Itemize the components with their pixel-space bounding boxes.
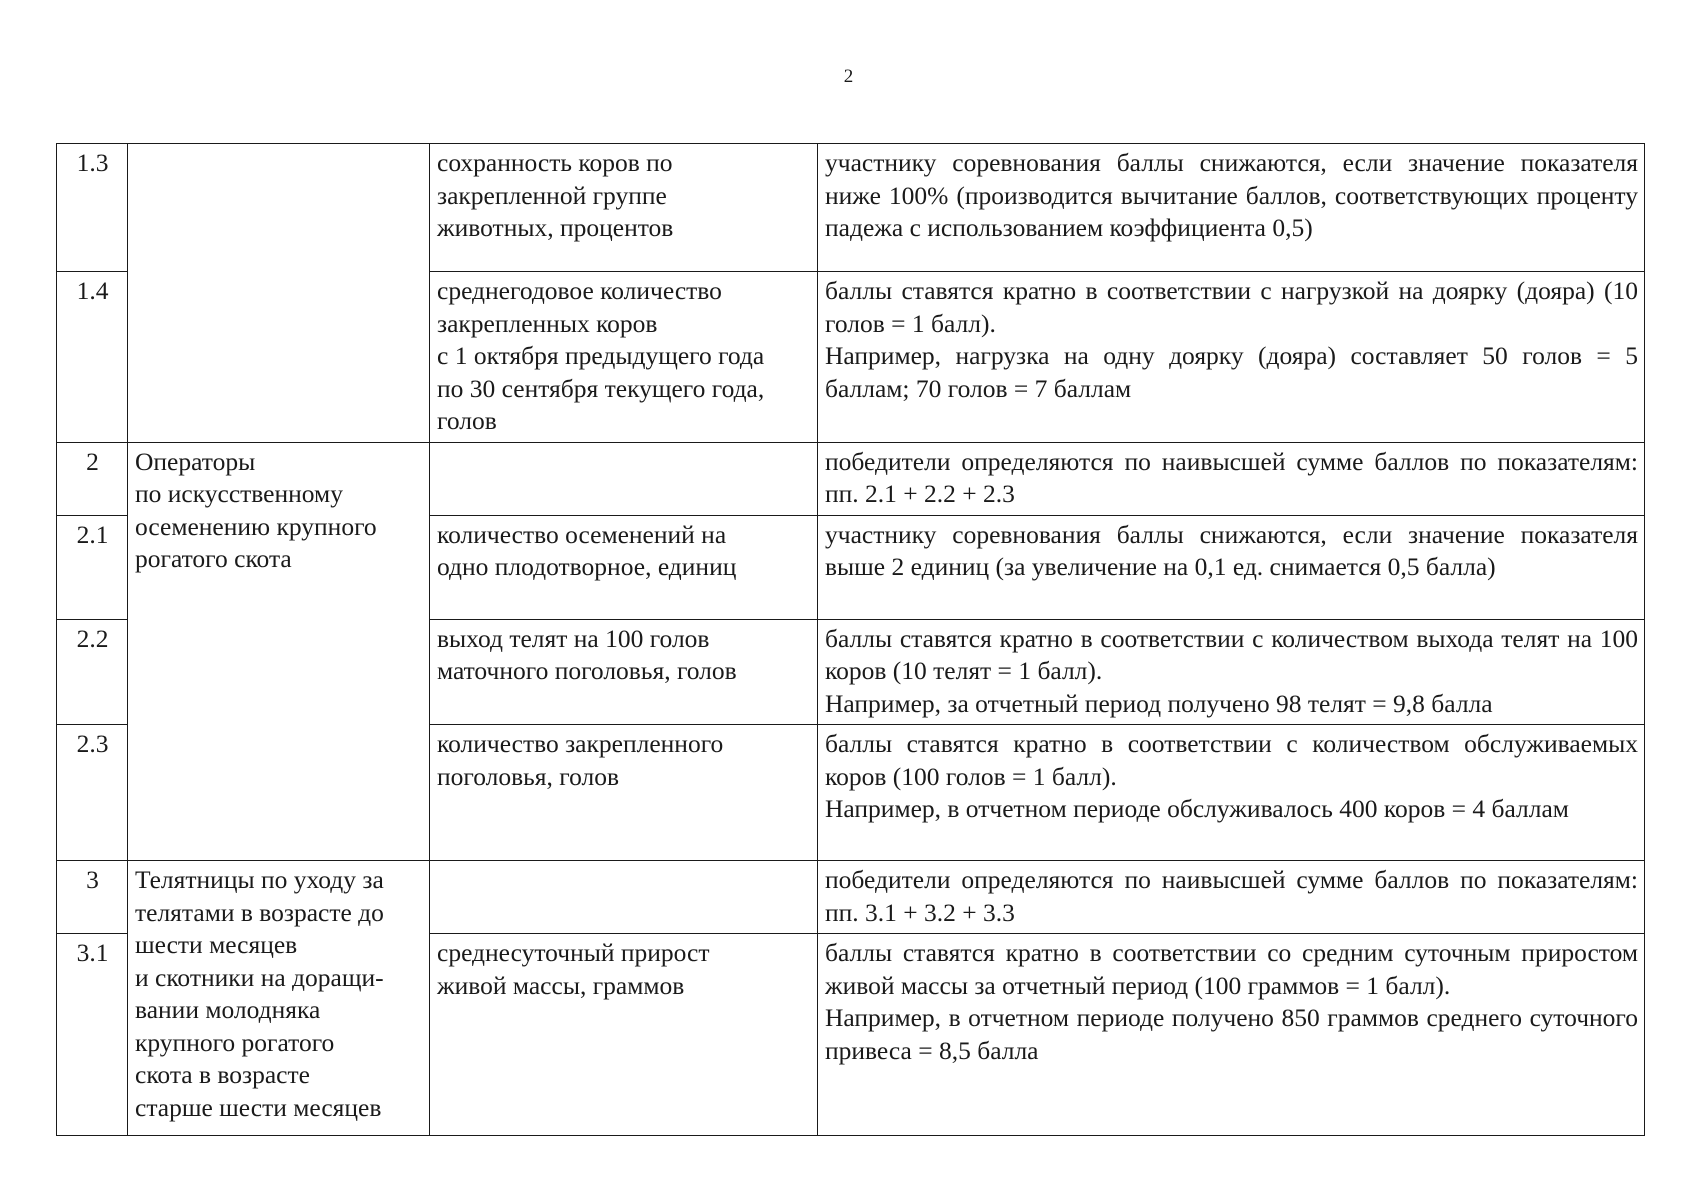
- row-number: 2.1: [57, 515, 128, 619]
- row-number: 2.3: [57, 725, 128, 861]
- description-cell: победители определяются по наивысшей сумме баллов по показателям: пп. 3.1 + 3.2 + 3.3: [818, 861, 1645, 934]
- table-row: [57, 442, 1645, 515]
- table-row: [57, 861, 1645, 934]
- indicator-cell: количество осеменений на одно плодотворное, единиц: [430, 515, 818, 619]
- row-number: 2: [57, 442, 128, 515]
- row-number: 2.2: [57, 619, 128, 725]
- description-cell: участнику соревнования баллы снижаются, если значение показателя ниже 100% (производится вычитание баллов, соответствующих проценту падежа с использованием коэффициента 0,5): [818, 144, 1645, 272]
- indicator-cell: [430, 442, 818, 515]
- category-cell: Телятницы по уходу за телятами в возрасте до шести месяцев и скотники на доращи- вании молодняка крупного рогатого скота в возрасте старше шести месяцев: [128, 861, 430, 1136]
- indicator-cell: среднегодовое количество закрепленных коров с 1 октября предыдущего года по 30 сентября текущего года, голов: [430, 272, 818, 443]
- indicator-cell: выход телят на 100 голов маточного поголовья, голов: [430, 619, 818, 725]
- criteria-table: [56, 143, 1645, 1136]
- table-row: [57, 144, 1645, 272]
- row-number: 1.3: [57, 144, 128, 272]
- indicator-cell: сохранность коров по закрепленной группе животных, процентов: [430, 144, 818, 272]
- page-number: 2: [843, 66, 854, 87]
- description-cell: баллы ставятся кратно в соответствии с количеством выхода телят на 100 коров (10 телят = 1 балл). Например, за отчетный период получено 98 телят = 9,8 балла: [818, 619, 1645, 725]
- category-cell: Операторы по искусственному осеменению крупного рогатого скота: [128, 442, 430, 861]
- indicator-cell: [430, 861, 818, 934]
- description-cell: победители определяются по наивысшей сумме баллов по показателям: пп. 2.1 + 2.2 + 2.3: [818, 442, 1645, 515]
- indicator-cell: количество закрепленного поголовья, голов: [430, 725, 818, 861]
- row-number: 3: [57, 861, 128, 934]
- row-number: 3.1: [57, 934, 128, 1136]
- indicator-cell: среднесуточный прирост живой массы, граммов: [430, 934, 818, 1136]
- row-number: 1.4: [57, 272, 128, 443]
- description-cell: баллы ставятся кратно в соответствии со средним суточным приростом живой массы за отчетный период (100 граммов = 1 балл). Например, в отчетном периоде получено 850 граммов среднего суточного привеса = 8,5 балла: [818, 934, 1645, 1136]
- description-cell: баллы ставятся кратно в соответствии с нагрузкой на доярку (дояра) (10 голов = 1 балл). Например, нагрузка на одну доярку (дояра) составляет 50 голов = 5 баллам; 70 голов = 7 баллам: [818, 272, 1645, 443]
- description-cell: участнику соревнования баллы снижаются, если значение показателя выше 2 единиц (за увеличение на 0,1 ед. снимается 0,5 балла): [818, 515, 1645, 619]
- category-cell: [128, 144, 430, 443]
- description-cell: баллы ставятся кратно в соответствии с количеством обслуживаемых коров (100 голов = 1 балл). Например, в отчетном периоде обслуживалось 400 коров = 4 баллам: [818, 725, 1645, 861]
